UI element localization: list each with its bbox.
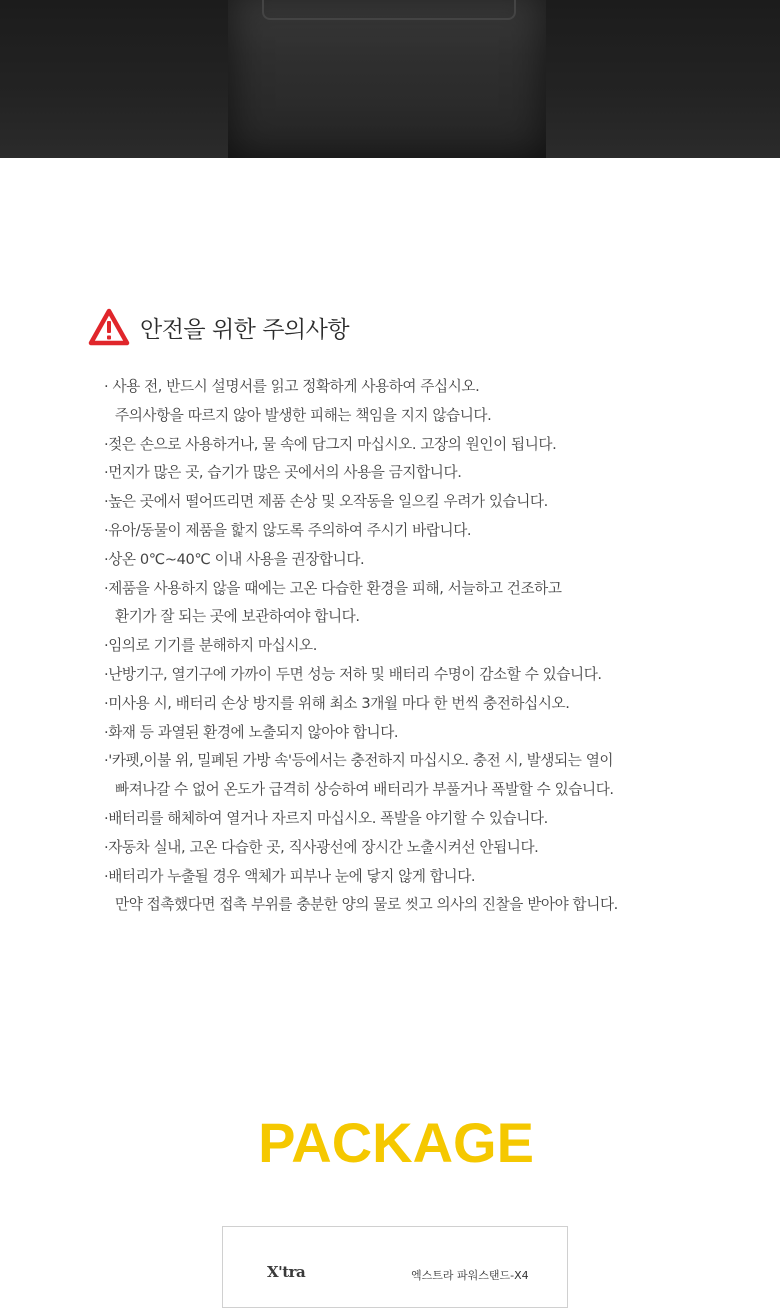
list-item: ·배터리를 해체하여 열거나 자르지 마십시오. 폭발을 야기할 수 있습니다. xyxy=(104,809,548,827)
package-product-name: 엑스트라 파워스탠드-X4 xyxy=(411,1269,529,1282)
list-item: ·제품을 사용하지 않을 때에는 고온 다습한 환경을 피해, 서늘하고 건조하고 xyxy=(104,579,562,597)
list-item: ·유아/동물이 제품을 핥지 않도록 주의하여 주시기 바랍니다. xyxy=(104,521,472,539)
list-item: ·임의로 기기를 분해하지 마십시오. xyxy=(104,637,317,655)
list-item: ·배터리가 누출될 경우 액체가 피부나 눈에 닿지 않게 합니다. xyxy=(104,867,476,885)
safety-notes-list xyxy=(104,373,724,920)
list-item: ·상온 0℃~40℃ 이내 사용을 권장합니다. xyxy=(104,550,365,568)
list-item: ·화재 등 과열된 환경에 노출되지 않아야 합니다. xyxy=(104,723,399,741)
list-item: 빠져나갈 수 없어 온도가 급격히 상승하여 배터리가 부풀거나 폭발할 수 있습니다. xyxy=(115,781,614,799)
safety-heading xyxy=(88,307,349,347)
product-edge xyxy=(262,0,516,20)
list-item: 만약 접촉했다면 접촉 부위를 충분한 양의 물로 씻고 의사의 진찰을 받아야 합니다. xyxy=(115,896,618,914)
package-box xyxy=(222,1226,568,1308)
list-item: ·난방기구, 열기구에 가까이 두면 성능 저하 및 배터리 수명이 감소할 수 있습니다. xyxy=(104,665,602,683)
list-item: ·높은 곳에서 떨어뜨리면 제품 손상 및 오작동을 일으킬 우려가 있습니다. xyxy=(104,493,548,511)
package-title: PACKAGE xyxy=(258,1111,534,1174)
list-item: 환기가 잘 되는 곳에 보관하여야 합니다. xyxy=(115,608,360,626)
product-image xyxy=(228,0,546,158)
brand-logo: X'tra xyxy=(267,1263,306,1281)
list-item: ·미사용 시, 배터리 손상 방지를 위해 최소 3개월 마다 한 번씩 충전하십시오. xyxy=(104,694,570,712)
list-item: 주의사항을 따르지 않아 발생한 피해는 책임을 지지 않습니다. xyxy=(115,406,492,424)
safety-title: 안전을 위한 주의사항 xyxy=(140,316,350,343)
product-photo-banner xyxy=(0,0,780,158)
list-item: ·자동차 실내, 고온 다습한 곳, 직사광선에 장시간 노출시켜선 안됩니다. xyxy=(104,838,539,856)
list-item: ·젖은 손으로 사용하거나, 물 속에 담그지 마십시오. 고장의 원인이 됩니다. xyxy=(104,435,557,453)
list-item: ·먼지가 많은 곳, 습기가 많은 곳에서의 사용을 금지합니다. xyxy=(104,464,462,482)
warning-triangle-icon xyxy=(88,308,130,346)
list-item: ·'카펫,이불 위, 밀폐된 가방 속'등에서는 충전하지 마십시오. 충전 시, 발생되는 열이 xyxy=(104,752,614,770)
list-item: · 사용 전, 반드시 설명서를 읽고 정확하게 사용하여 주십시오. xyxy=(104,378,480,395)
